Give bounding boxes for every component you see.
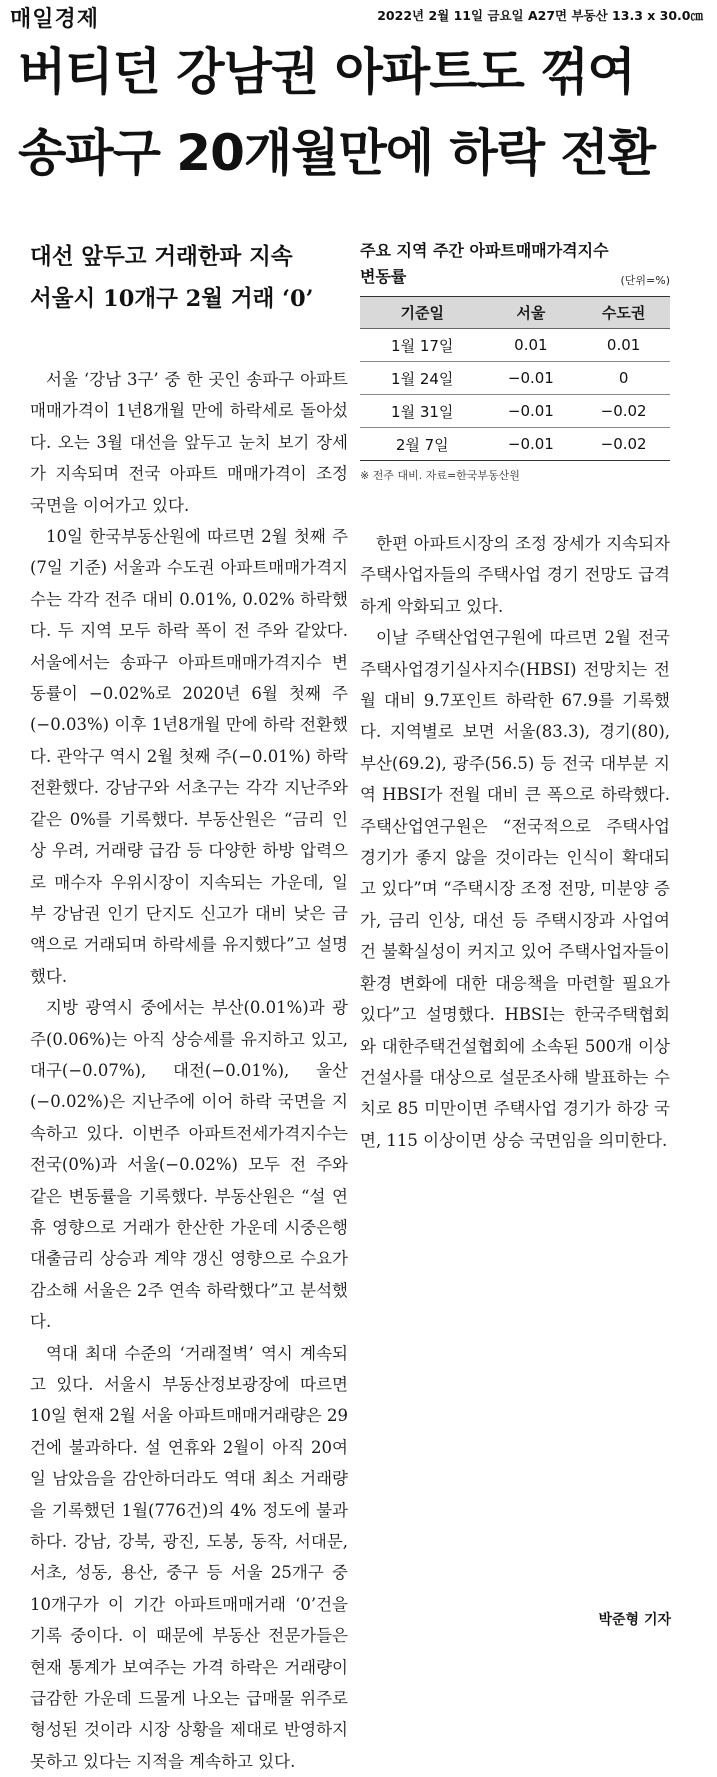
cell-capital-area: 0.01 <box>577 329 670 362</box>
dateline: 2022년 2월 11일 금요일 A27면 부동산 13.3 x 30.0㎝ <box>377 8 703 23</box>
headline-line-1: 버티던 강남권 아파트도 꺾여 <box>18 43 635 101</box>
article-column-left <box>30 364 348 1777</box>
article-paragraph: 10일 한국부동산원에 따르면 2월 첫째 주(7일 기준) 서울과 수도권 아파트매매가격지수는 각각 전주 대비 0.01%, 0.02% 하락했다. 두 지역 모두 하락 폭이 전 주와 같았다. 서울에서는 송파구 아파트매매가격지수 변동률이 −0.02%로 2020년 6월 첫째 주(−0.03%) 이후 1년8개월 만에 하락 전환했다. 관악구 역시 2월 첫째 주(−0.01%) 하락 전환했다. 강남구와 서초구는 각각 지난주와 같은 0%를 기록했다. 부동산원은 “금리 인상 우려, 거래량 급감 등 다양한 하방 압력으로 매수자 우위시장이 지속되는 가운데, 일부 강남권 인기 단지도 신고가 대비 낮은 금액으로 거래되며 하락세를 유지했다”고 설명했다. <box>30 527 348 986</box>
article-paragraph: 이날 주택산업연구원에 따르면 2월 전국 주택사업경기실사지수(HBSI) 전망치는 전월 대비 9.7포인트 하락한 67.9를 기록했다. 지역별로 보면 서울(83.3), 경기(80), 부산(69.2), 광주(56.5) 등 전국 대부분 지역 HBSI가 전월 대비 큰 폭으로 하락했다. 주택산업연구원은 “전국적으로 주택사업 경기가 좋지 않을 것이라는 인식이 확대되고 있다”며 “주택시장 조정 전망, 미분양 증가, 금리 인상, 대선 등 주택시장과 사업여건 불확실성이 커지고 있어 주택사업자들이 환경 변화에 대한 대응책을 마련할 필요가 있다”고 설명했다. HBSI는 한국주택협회와 대한주택건설협회에 소속된 500개 이상 건설사를 대상으로 설문조사해 발표하는 수치로 85 미만이면 주택사업 경기가 하강 국면, 115 이상이면 상승 국면임을 의미한다. <box>360 628 670 1150</box>
subhead-line-1: 대선 앞두고 거래한파 지속 <box>30 244 293 270</box>
cell-capital-area: −0.02 <box>577 428 670 461</box>
table-unit: (단위=%) <box>620 274 670 287</box>
table-row <box>360 428 670 461</box>
table-title-line-2: 변동률 <box>360 267 407 286</box>
cell-date: 1월 17일 <box>360 329 485 362</box>
headline-line-2: 송파구 20개월만에 하락 전환 <box>18 124 656 182</box>
cell-seoul: −0.01 <box>485 362 578 395</box>
cell-seoul: 0.01 <box>485 329 578 362</box>
cell-date: 2월 7일 <box>360 428 485 461</box>
index-table <box>360 296 670 461</box>
article-paragraph: 지방 광역시 중에서는 부산(0.01%)과 광주(0.06%)는 아직 상승세를 유지하고 있고, 대구(−0.07%), 대전(−0.01%), 울산(−0.02%)은 지난주에 이어 하락 국면을 지속하고 있다. 이번주 아파트전세가격지수는 전국(0%)과 서울(−0.02%) 모두 전 주와 같은 변동률을 기록했다. 부동산원은 “설 연휴 영향으로 거래가 한산한 가운데 시중은행 대출금리 상승과 계약 갱신 영향으로 수요가 감소해 서울은 2주 연속 하락했다”고 분석했다. <box>30 998 348 1332</box>
column-header-seoul: 서울 <box>485 297 578 329</box>
index-table-box <box>360 238 670 483</box>
column-header-capital-area: 수도권 <box>577 297 670 329</box>
cell-capital-area: 0 <box>577 362 670 395</box>
column-header-date: 기준일 <box>360 297 485 329</box>
newspaper-logo: 매일경제 <box>10 7 100 32</box>
article-paragraph: 역대 최대 수준의 ‘거래절벽’ 역시 계속되고 있다. 서울시 부동산정보광장에 따르면 10일 현재 2월 서울 아파트매매거래량은 29건에 불과하다. 설 연휴와 2월이 아직 20여 일 남았음을 감안하더라도 역대 최소 거래량을 기록했던 1월(776건)의 4% 정도에 불과하다. 강남, 강북, 광진, 도봉, 동작, 서대문, 서초, 성동, 용산, 중구 등 서울 25개구 중 10개구가 이 기간 아파트매매거래 ‘0’건을 기록 중이다. 이 때문에 부동산 전문가들은 현재 통계가 보여주는 가격 하락은 거래량이 급감한 가운데 드물게 나오는 급매물 위주로 형성된 것이라 시장 상황을 제대로 반영하지 못하고 있다는 지적을 계속하고 있다. <box>30 1343 348 1771</box>
table-row <box>360 395 670 428</box>
article-paragraph: 한편 아파트시장의 조정 장세가 지속되자 주택사업자들의 주택사업 경기 전망도 급격하게 악화되고 있다. <box>360 534 670 616</box>
page-header <box>0 0 717 36</box>
article-column-right <box>360 528 670 1156</box>
table-title-line-1: 주요 지역 주간 아파트매매가격지수 <box>360 241 609 260</box>
byline: 박준형 기자 <box>598 1612 671 1628</box>
table-source-note: ※ 전주 대비. 자료=한국부동산원 <box>360 469 520 482</box>
cell-seoul: −0.01 <box>485 395 578 428</box>
subhead-line-2: 서울시 10개구 2월 거래 ‘0’ <box>30 286 314 312</box>
cell-date: 1월 24일 <box>360 362 485 395</box>
table-row <box>360 329 670 362</box>
table-header-row <box>360 297 670 329</box>
table-row <box>360 362 670 395</box>
cell-capital-area: −0.02 <box>577 395 670 428</box>
cell-seoul: −0.01 <box>485 428 578 461</box>
cell-date: 1월 31일 <box>360 395 485 428</box>
article-paragraph: 서울 ‘강남 3구’ 중 한 곳인 송파구 아파트 매매가격이 1년8개월 만에 하락세로 돌아섰다. 오는 3월 대선을 앞두고 눈치 보기 장세가 지속되며 전국 아파트 매매가격이 조정 국면을 이어가고 있다. <box>30 370 348 515</box>
